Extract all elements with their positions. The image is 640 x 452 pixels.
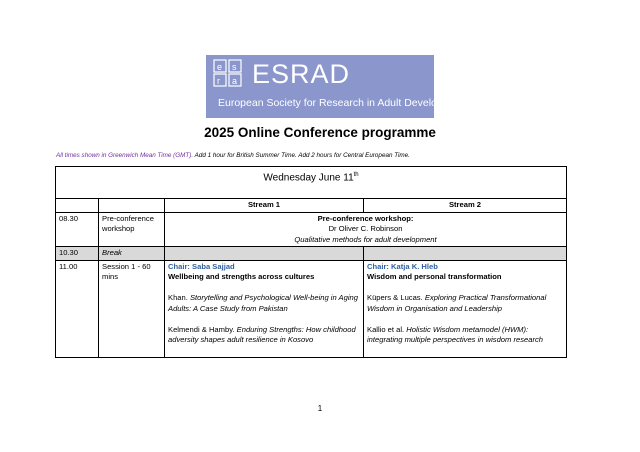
esrad-logo — [206, 55, 467, 118]
time-cell: 11.00 — [56, 260, 99, 358]
page-title: 2025 Online Conference programme — [204, 125, 436, 140]
day-header-row — [56, 167, 567, 199]
stream2-session-cell — [364, 260, 567, 358]
talk-title: Storytelling and Psychological Well-being in Aging Adults: A Case Study from Pakistan — [168, 293, 358, 313]
workshop-topic: Qualitative methods for adult development — [294, 234, 437, 244]
logo-full-name: European Society for Research in Adult Development — [218, 97, 467, 109]
stream2-theme: Wisdom and personal transformation — [367, 272, 502, 281]
talk-authors: Kallio et al. — [367, 324, 407, 334]
schedule-table — [55, 166, 567, 358]
session-label-cell: Pre-conference workshop — [99, 212, 165, 247]
talk-item — [168, 325, 360, 346]
workshop-title: Pre-conference workshop: — [317, 213, 414, 223]
workshop-presenter: Dr Oliver C. Robinson — [328, 224, 403, 233]
talk-title: Enduring Strengths: How childhood adversity shapes adult resilience in Kosovo — [168, 324, 356, 344]
session-label-cell: Break — [99, 247, 165, 261]
day-suffix: th — [353, 172, 359, 178]
talk-title: Holistic Wisdom metamodel (HWM): integrating multiple perspectives in wisdom research — [367, 324, 544, 344]
session-label-cell: Session 1 - 60 mins — [99, 260, 165, 358]
time-cell: 08.30 — [56, 212, 99, 247]
logo-short-name: ESRAD — [252, 59, 351, 89]
talk-item — [168, 293, 360, 314]
svg-text:e: e — [217, 62, 223, 72]
talk-item — [367, 293, 563, 314]
day-heading — [56, 167, 567, 199]
empty-cell — [99, 199, 165, 213]
talk-authors: Khan. — [168, 293, 190, 302]
workshop-cell — [165, 212, 567, 247]
page-number: 1 — [317, 404, 323, 413]
timezone-note-rest: Add 1 hour for British Summer Time. Add 2 hours for Central European Time. — [193, 152, 410, 159]
talk-authors: Küpers & Lucas. — [367, 293, 425, 302]
talk-item — [367, 325, 563, 346]
svg-text:r: r — [217, 76, 220, 86]
table-row — [56, 260, 567, 358]
timezone-note — [56, 152, 410, 159]
stream2-header: Stream 2 — [364, 199, 567, 213]
table-row — [56, 212, 567, 247]
empty-cell — [56, 199, 99, 213]
stream1-chair: Chair: Saba Sajjad — [168, 261, 235, 271]
svg-text:a: a — [232, 76, 238, 86]
table-row — [56, 247, 567, 261]
talk-authors: Kelmendi & Hamby. — [168, 324, 237, 334]
esrad-emblem-icon — [213, 59, 243, 87]
day-label: Wednesday June 11 — [263, 172, 354, 184]
talk-title: Exploring Practical Transformational Wisdom in Organisation and Leadership — [367, 293, 547, 313]
stream2-chair: Chair: Katja K. Hleb — [367, 261, 438, 271]
empty-cell — [165, 247, 364, 261]
stream-header-row — [56, 199, 567, 213]
time-cell: 10.30 — [56, 247, 99, 261]
svg-text:s: s — [232, 62, 237, 72]
stream1-session-cell — [165, 260, 364, 358]
stream1-header: Stream 1 — [165, 199, 364, 213]
stream1-theme: Wellbeing and strengths across cultures — [168, 272, 315, 281]
timezone-note-highlight: All times shown in Greenwich Mean Time (GMT). — [56, 152, 194, 159]
empty-cell — [364, 247, 567, 261]
